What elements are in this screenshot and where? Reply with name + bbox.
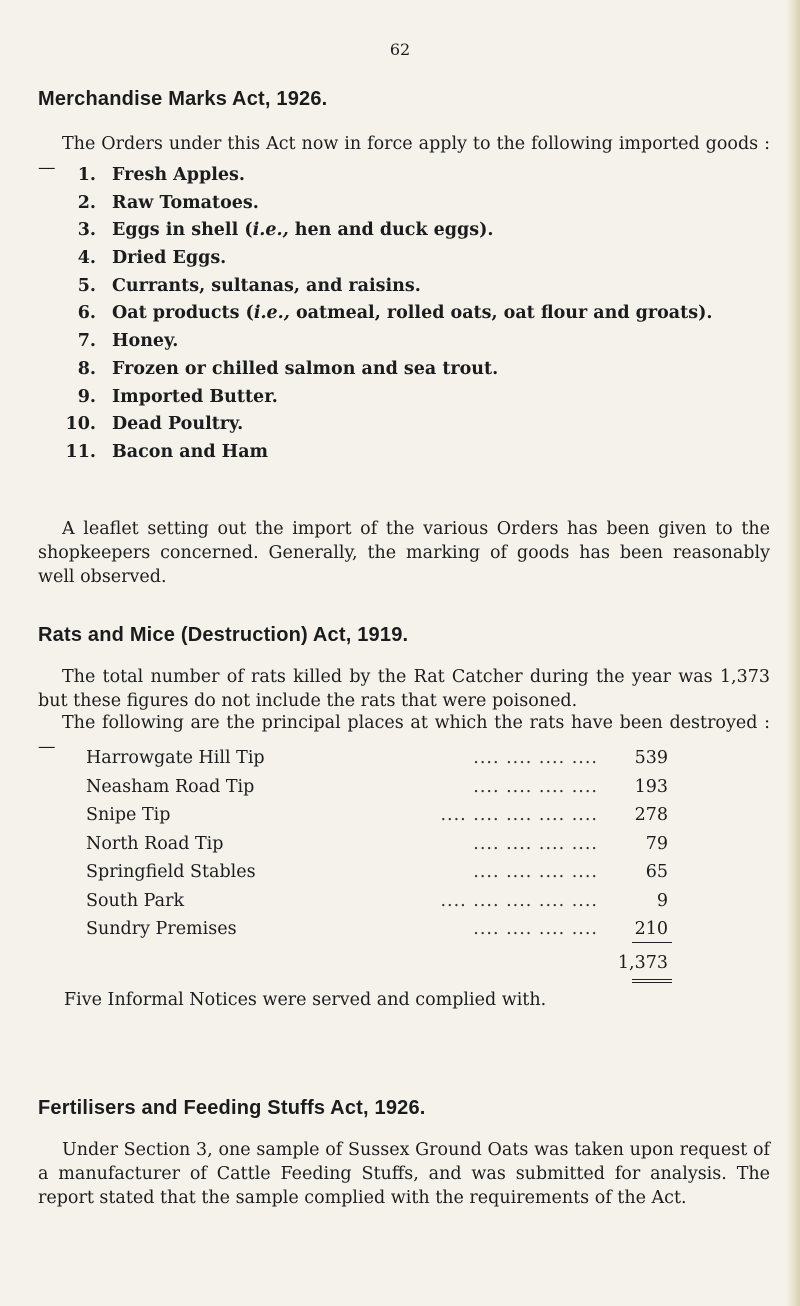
rats-total-paragraph: The total number of rats killed by the Rat Catcher during the year was 1,373 but these figures do not include the rats that were poisoned. (38, 667, 770, 711)
merchandise-heading: Merchandise Marks Act, 1926. (38, 88, 328, 110)
page-number: 62 (389, 40, 411, 59)
list-item: 11. Bacon and Ham (65, 441, 269, 462)
list-item: 10. Dead Poultry. (65, 414, 244, 435)
sum-rule (632, 942, 672, 943)
notices-line: Five Informal Notices were served and complied with. (64, 990, 547, 1010)
list-item: 1. Fresh Apples. (77, 165, 245, 185)
leaflet-paragraph: A leaflet setting out the import of the various Orders has been given to the shopkeepers concerned. Generally, the marking of goods has been reasonably well observed. (38, 519, 770, 587)
table-row: Harrowgate Hill Tip .... .... .... .... 539 (86, 748, 668, 768)
table-row: Springfield Stables .... .... .... .... 65 (86, 862, 668, 882)
fertilisers-paragraph: Under Section 3, one sample of Sussex Ground Oats was taken upon request of a manufacturer of Cattle Feeding Stuffs, and was submitted for analysis. The report stated that the sample complied with the requirements of the Act. (38, 1140, 770, 1208)
list-item: 3. Eggs in shell (i.e., hen and duck eggs). (77, 220, 494, 241)
list-item: 5. Currants, sultanas, and raisins. (77, 275, 421, 296)
imported-goods-list (64, 165, 712, 470)
list-item: 6. Oat products (i.e., oatmeal, rolled oats, oat flour and groats). (77, 303, 713, 324)
table-row: Snipe Tip .... .... .... .... .... 278 (86, 805, 668, 825)
rats-total: 1,373 (617, 953, 668, 973)
list-item: 2. Raw Tomatoes. (77, 192, 259, 213)
list-item: 8. Frozen or chilled salmon and sea trout. (77, 358, 499, 379)
table-row: South Park .... .... .... .... .... 9 (86, 890, 668, 911)
double-rule-bottom (632, 982, 672, 983)
table-row: Sundry Premises .... .... .... .... 210 (86, 919, 668, 939)
list-item: 4. Dried Eggs. (77, 248, 227, 269)
table-row: Neasham Road Tip .... .... .... .... 193 (86, 776, 668, 797)
list-item: 7. Honey. (77, 331, 179, 352)
fertilisers-heading: Fertilisers and Feeding Stuffs Act, 1926. (38, 1097, 426, 1119)
rats-heading: Rats and Mice (Destruction) Act, 1919. (38, 624, 409, 646)
table-row: North Road Tip .... .... .... .... 79 (86, 833, 668, 854)
list-item: 9. Imported Butter. (77, 386, 278, 407)
merchandise-intro: The Orders under this Act now in force apply to the following imported goods :— (38, 134, 770, 178)
places-table (86, 748, 668, 948)
places-intro: The following are the principal places at which the rats have been destroyed :— (38, 713, 770, 757)
page-edge-shadow (786, 0, 800, 1306)
double-rule-top (632, 979, 672, 980)
